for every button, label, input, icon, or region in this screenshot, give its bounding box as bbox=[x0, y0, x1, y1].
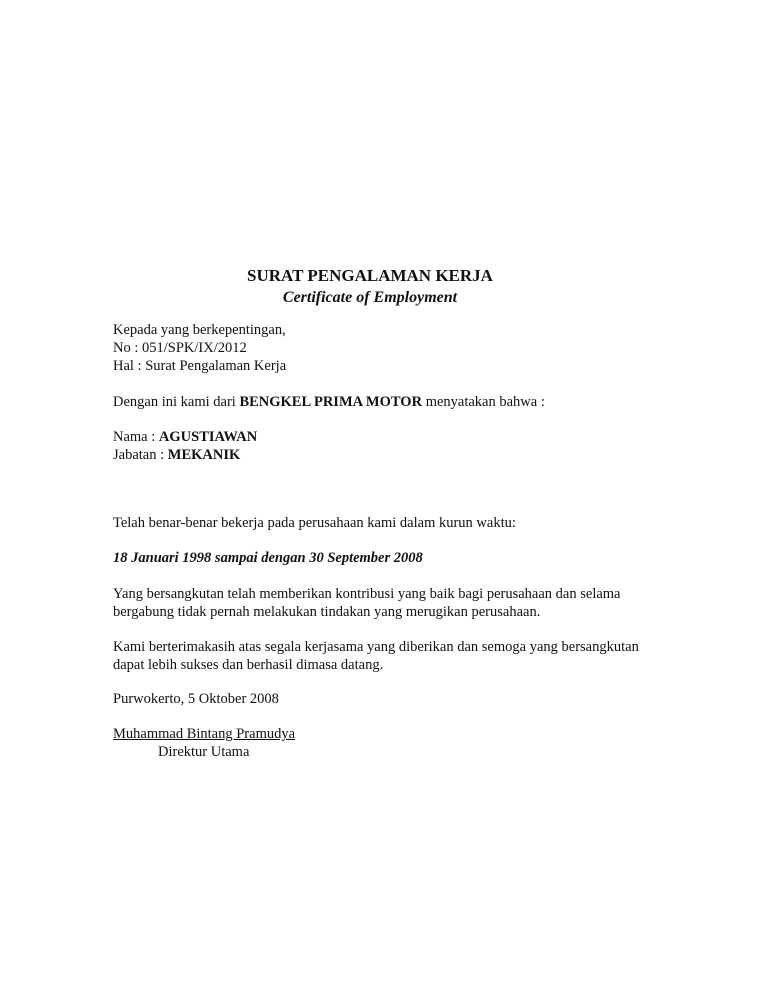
signer-name: Muhammad Bintang Pramudya bbox=[113, 726, 296, 742]
employment-intro: Telah benar-benar bekerja pada perusahaan kami dalam kurun waktu: bbox=[113, 515, 516, 531]
place-date: Purwokerto, 5 Oktober 2008 bbox=[113, 691, 279, 707]
salutation: Kepada yang berkepentingan, bbox=[113, 322, 286, 338]
employee-position-label: Jabatan : bbox=[113, 447, 168, 463]
letter-subject: Hal : Surat Pengalaman Kerja bbox=[113, 358, 287, 374]
employee-name-label: Nama : bbox=[113, 429, 159, 445]
signer-title: Direktur Utama bbox=[158, 744, 250, 760]
employee-name-row bbox=[113, 428, 673, 446]
statement-suffix: menyatakan bahwa : bbox=[422, 394, 545, 410]
employee-position: MEKANIK bbox=[167, 447, 241, 463]
address-block bbox=[113, 321, 673, 375]
contribution-line-1: Yang bersangkutan telah memberikan kontribusi yang baik bagi perusahaan dan selama bbox=[113, 586, 621, 602]
contribution-line-2: bergabung tidak pernah melakukan tindakan yang merugikan perusahaan. bbox=[113, 604, 541, 620]
employee-block bbox=[113, 428, 673, 464]
statement-prefix: Dengan ini kami dari bbox=[113, 394, 240, 410]
signature-block bbox=[113, 725, 673, 761]
thanks-line-2: dapat lebih sukses dan berhasil dimasa datang. bbox=[113, 657, 384, 673]
thanks-line-1: Kami berterimakasih atas segala kerjasama yang diberikan dan semoga yang bersangkutan bbox=[113, 639, 639, 655]
employee-position-row bbox=[113, 446, 673, 464]
document-title: SURAT PENGALAMAN KERJA bbox=[247, 266, 493, 285]
letter-number: No : 051/SPK/IX/2012 bbox=[113, 340, 247, 356]
contribution-paragraph bbox=[113, 585, 673, 621]
document-subtitle: Certificate of Employment bbox=[282, 289, 458, 306]
statement-line bbox=[113, 393, 673, 411]
employment-period: 18 Januari 1998 sampai dengan 30 September 2008 bbox=[113, 550, 423, 566]
title-block bbox=[0, 265, 740, 309]
company-name: BENGKEL PRIMA MOTOR bbox=[239, 394, 423, 410]
employee-name: AGUSTIAWAN bbox=[158, 429, 258, 445]
thanks-paragraph bbox=[113, 638, 673, 674]
